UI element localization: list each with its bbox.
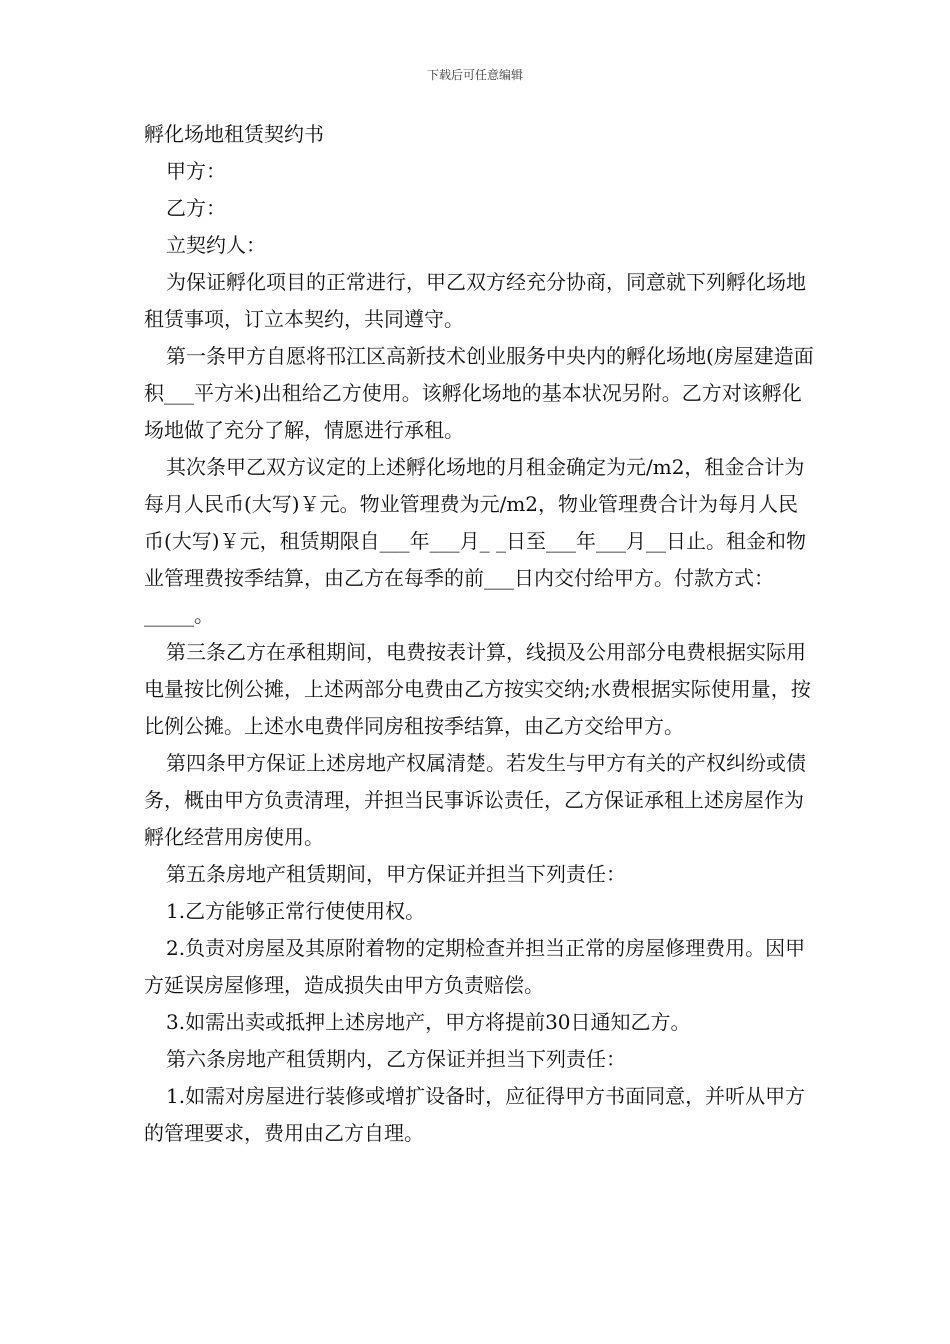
article-5-item-1: 1.乙方能够正常行使使用权。	[166, 899, 426, 923]
article-5-paragraph: 第五条房地产租赁期间，甲方保证并担当下列责任：	[166, 862, 626, 886]
article-6-item-1: 1.如需对房屋进行装修或增扩设备时，应征得甲方书面同意，并听从甲方的管理要求，费用由乙方自理。	[144, 1084, 806, 1145]
preamble-paragraph: 为保证孵化项目的正常进行，甲乙双方经充分协商，同意就下列孵化场地租赁事项，订立本契约，共同遵守。	[144, 270, 806, 331]
document-body	[144, 116, 816, 1152]
article-5-item-3: 3.如需出卖或抵押上述房地产，甲方将提前30日通知乙方。	[166, 1010, 691, 1034]
contractor-line: 立契约人：	[166, 233, 266, 257]
article-5-item-2: 2.负责对房屋及其原附着物的定期检查并担当正常的房屋修理费用。因甲方延误房屋修理，造成损失由甲方负责赔偿。	[144, 936, 806, 997]
article-6-paragraph: 第六条房地产租赁期内，乙方保证并担当下列责任：	[166, 1047, 626, 1071]
article-3-paragraph: 第三条乙方在承租期间，电费按表计算，线损及公用部分电费根据实际用电量按比例公摊，上述两部分电费由乙方按实交纳;水费根据实际使用量，按比例公摊。上述水电费伴同房租按季结算，由乙方交给甲方。	[144, 640, 811, 738]
document-title: 孵化场地租赁契约书	[144, 122, 324, 146]
party-b-line: 乙方：	[166, 196, 226, 220]
header-note: 下载后可任意编辑	[426, 68, 523, 82]
article-4-paragraph: 第四条甲方保证上述房地产权属清楚。若发生与甲方有关的产权纠纷或债务，概由甲方负责清理，并担当民事诉讼责任，乙方保证承租上述房屋作为孵化经营用房使用。	[144, 751, 806, 849]
article-2-paragraph: 其次条甲乙双方议定的上述孵化场地的月租金确定为元/m2，租金合计为每月人民币(大写)￥元。物业管理费为元/m2，物业管理费合计为每月人民币(大写)￥元，租赁期限自___年___月_ _日至___年___月__日止。租金和物业管理费按季结算，由乙方在每季的前___日内交付给甲方。付款方式：_____。	[144, 455, 806, 627]
party-a-line: 甲方：	[166, 159, 226, 183]
article-1-paragraph: 第一条甲方自愿将邗江区高新技术创业服务中央内的孵化场地(房屋建造面积___平方米)出租给乙方使用。该孵化场地的基本状况另附。乙方对该孵化场地做了充分了解，情愿进行承租。	[144, 344, 814, 442]
